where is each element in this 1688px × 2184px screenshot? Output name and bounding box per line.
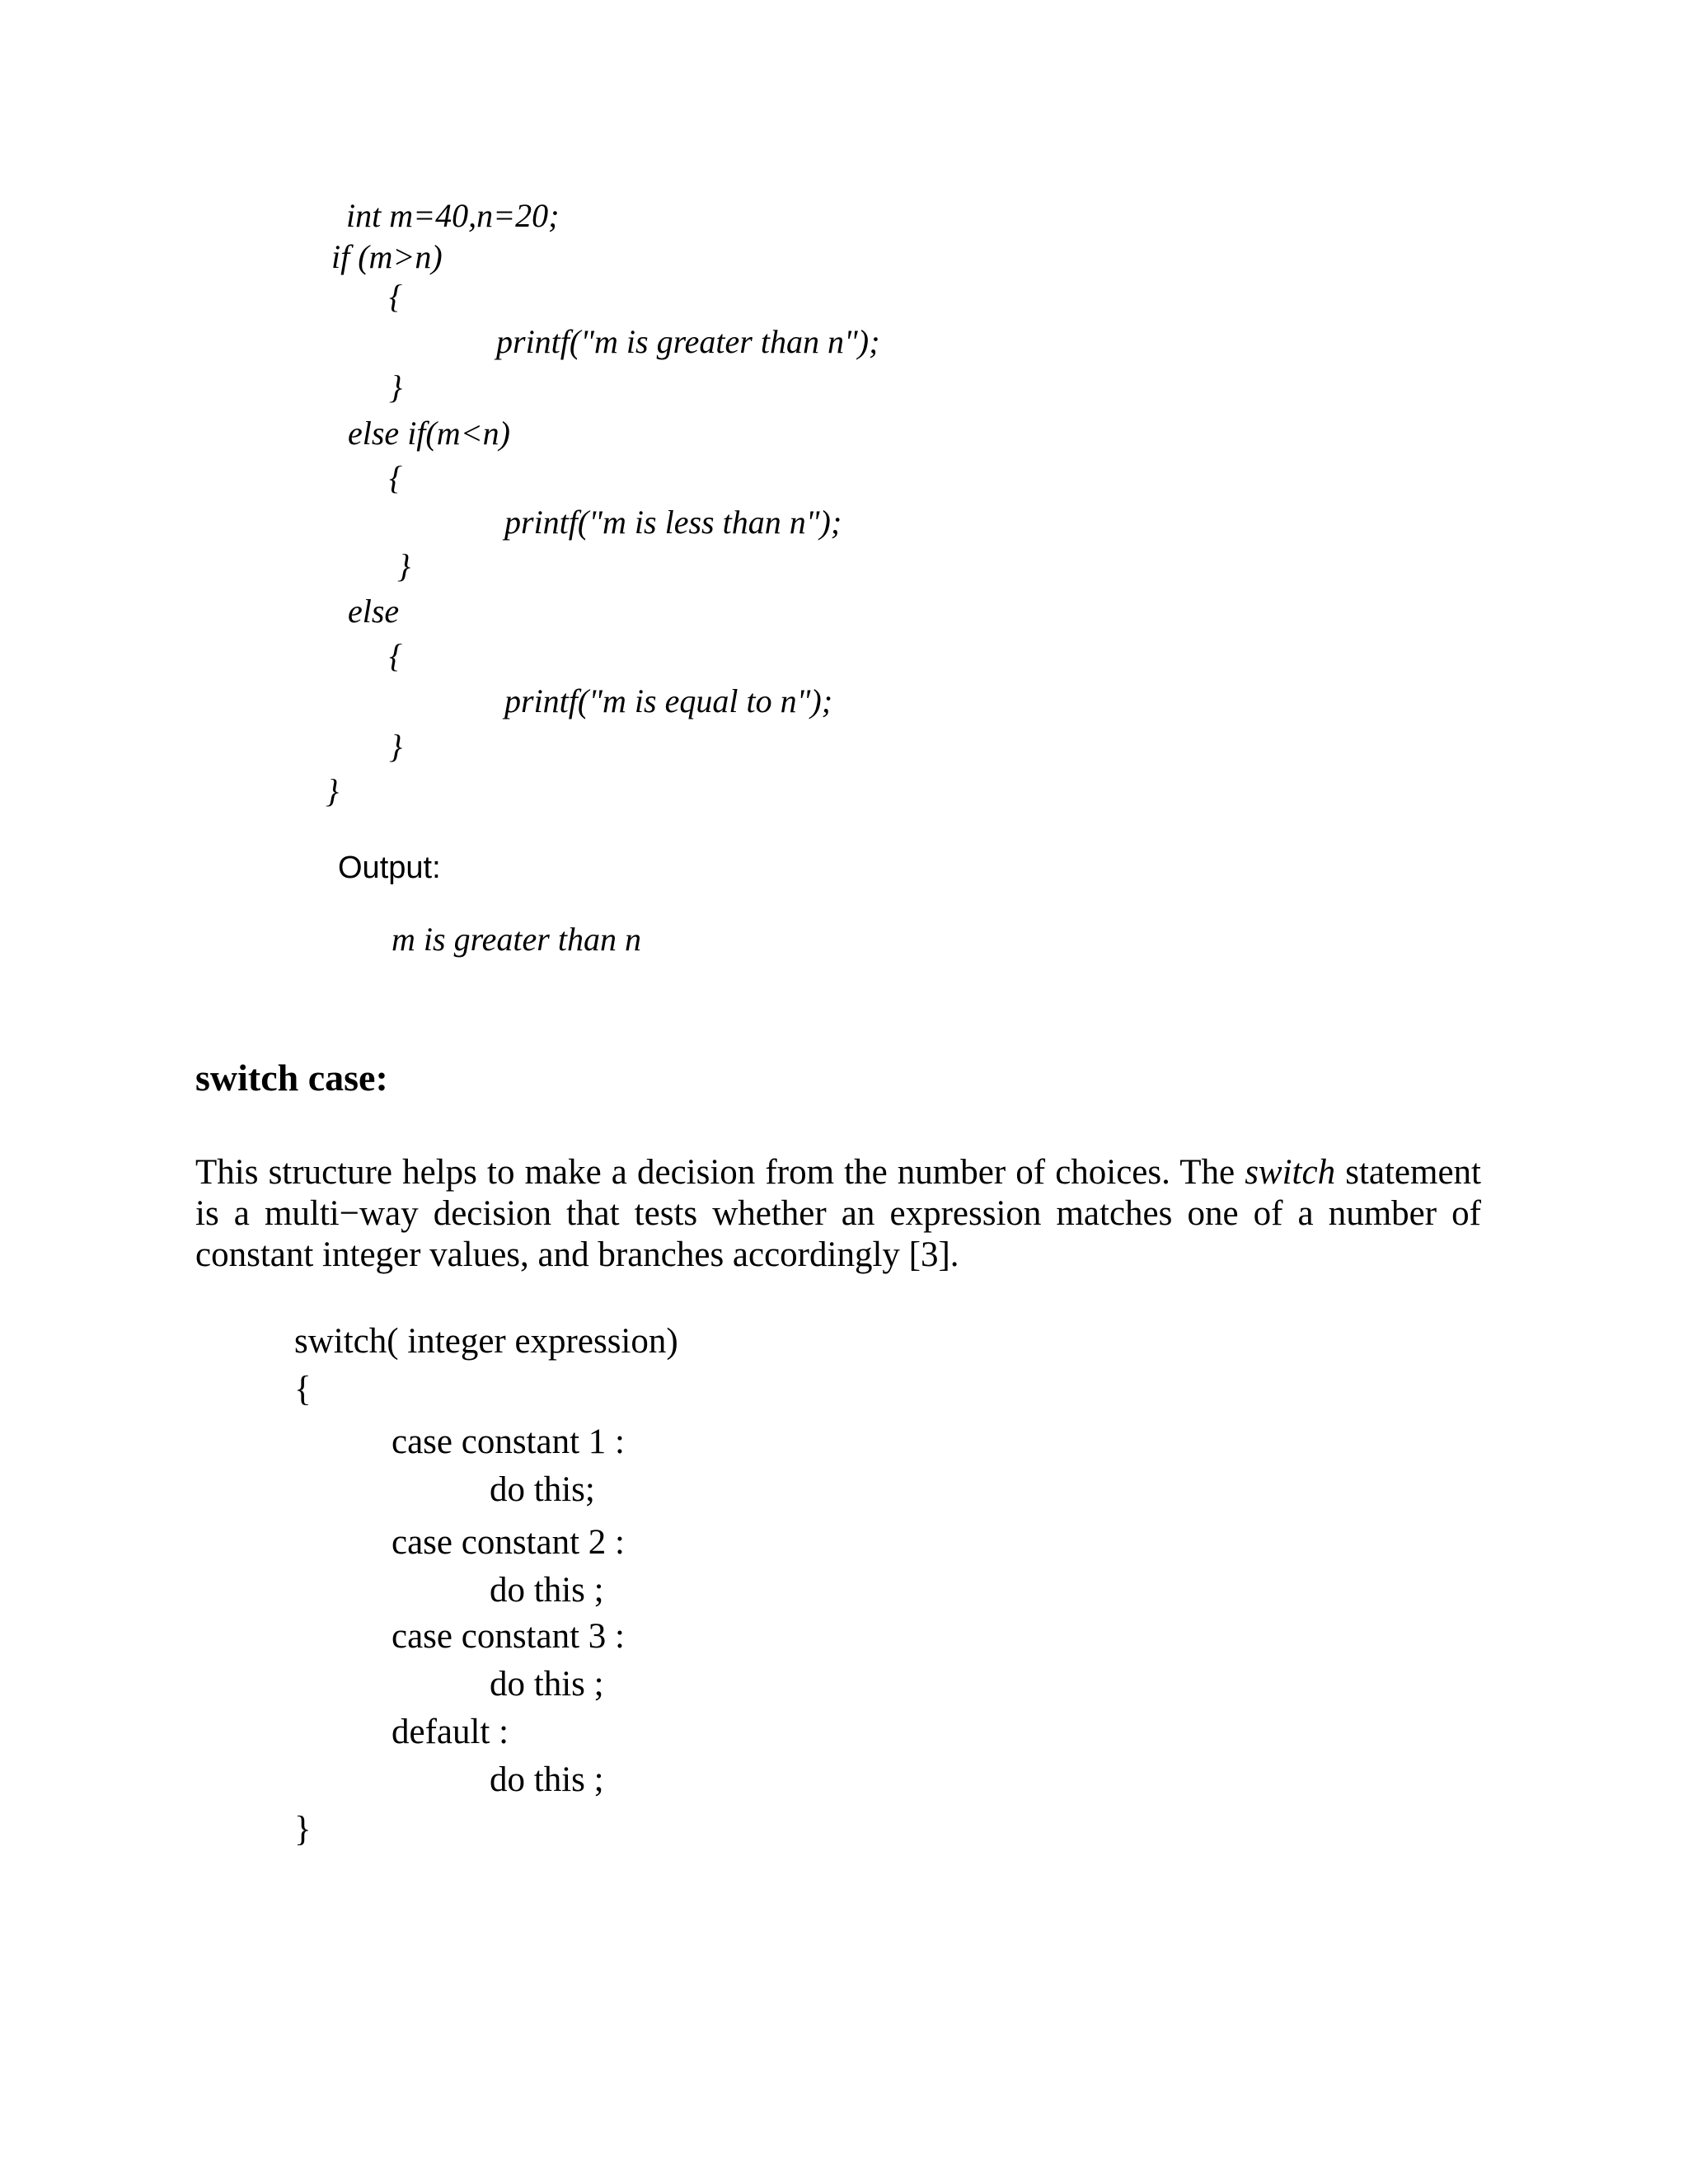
syntax-line: do this ; [490, 1665, 604, 1704]
syntax-line: case constant 2 : [392, 1523, 625, 1562]
syntax-line: { [294, 1370, 312, 1408]
output-label: Output: [338, 851, 441, 885]
syntax-line: do this; [490, 1470, 595, 1509]
code-line: { [389, 278, 402, 315]
syntax-line: case constant 3 : [392, 1617, 625, 1656]
syntax-line: default : [392, 1713, 509, 1751]
syntax-line: do this ; [490, 1571, 604, 1610]
syntax-line: } [294, 1810, 312, 1849]
code-line: } [389, 368, 402, 405]
code-line: else if(m<n) [348, 415, 510, 452]
output-value: m is greater than n [392, 921, 641, 958]
section-heading: switch case: [195, 1057, 388, 1099]
code-line: { [389, 459, 402, 496]
code-line: if (m>n) [331, 238, 443, 275]
code-line: } [326, 772, 339, 809]
paragraph-line: constant integer values, and branches accordingly [3]. [195, 1235, 959, 1274]
code-line: } [397, 547, 410, 584]
paragraph-line: is a multi−way decision that tests whether an expression matches one of a number of [195, 1194, 1481, 1233]
syntax-line: switch( integer expression) [294, 1322, 678, 1361]
code-line: else [348, 593, 400, 630]
code-line: } [389, 728, 402, 765]
code-line: printf("m is equal to n"); [504, 682, 833, 719]
code-line: printf("m is greater than n"); [496, 323, 880, 360]
syntax-line: do this ; [490, 1760, 604, 1799]
code-line: int m=40,n=20; [346, 197, 560, 234]
switch-keyword: switch [1245, 1153, 1336, 1192]
switch-description-paragraph [195, 1152, 1481, 1276]
paragraph-line: This structure helps to make a decision from the number of choices. The switch statement [195, 1153, 1481, 1192]
code-line: { [389, 637, 402, 674]
syntax-line: case constant 1 : [392, 1422, 625, 1461]
code-line: printf("m is less than n"); [504, 504, 842, 541]
